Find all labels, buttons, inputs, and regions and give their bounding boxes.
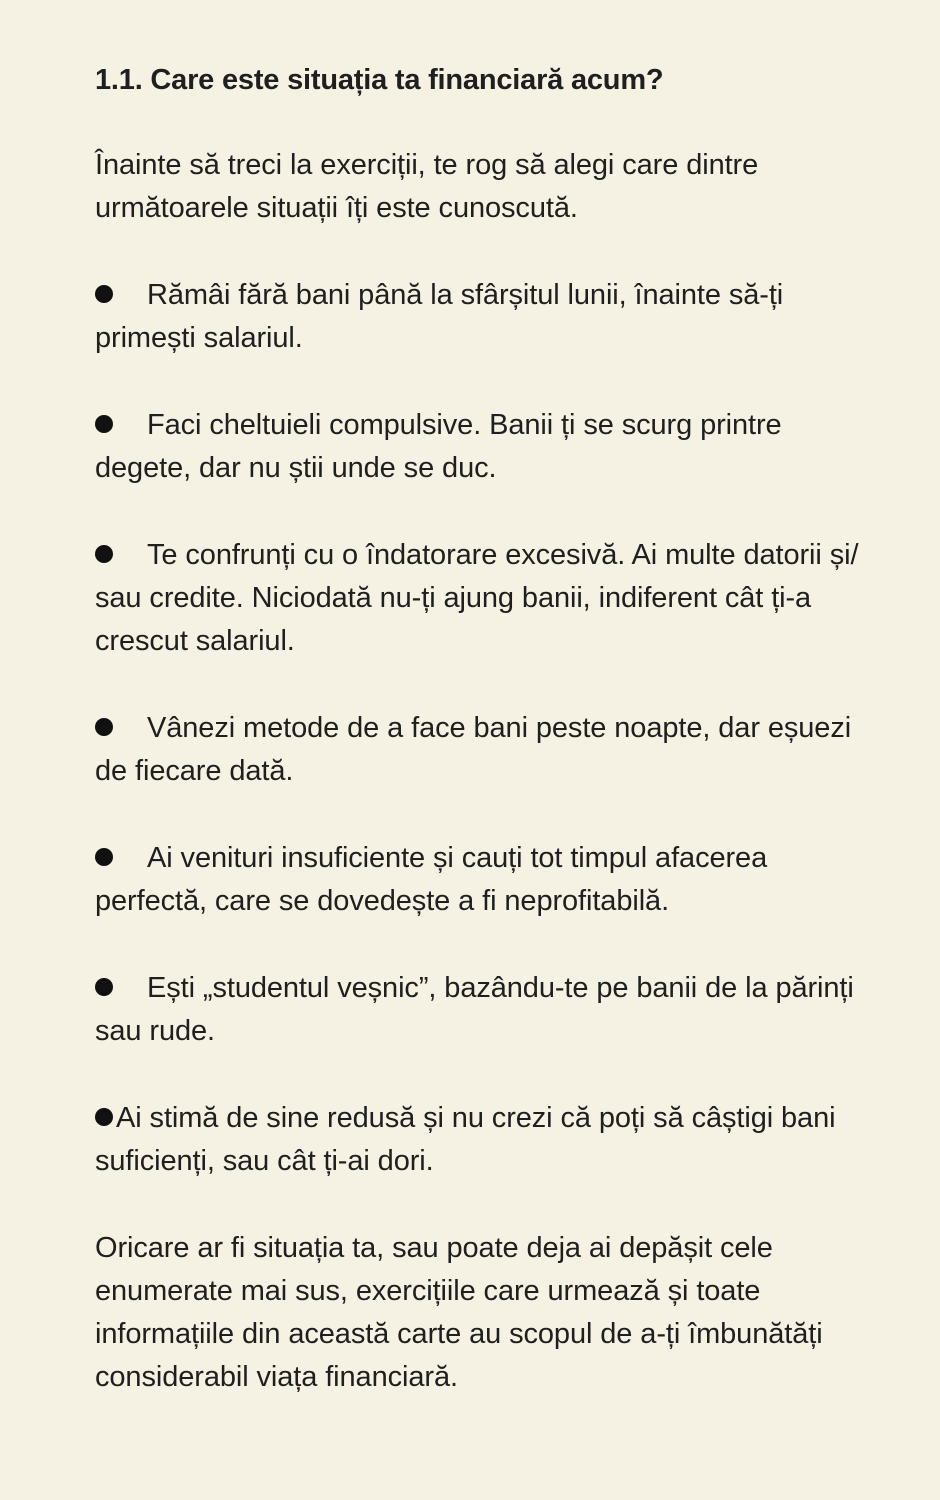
list-item-text: Ai venituri insuficiente și cauți tot timpul afacerea perfectă, care se dovedește a fi neprofitabilă. bbox=[95, 842, 768, 917]
list-item bbox=[95, 1097, 885, 1183]
conclusion-paragraph: Oricare ar fi situația ta, sau poate deja ai depășit cele enumerate mai sus, exercițiile care urmează și toate informațiile din această carte au scopul de a-ți îmbunătăți considerabil viața financiară. bbox=[95, 1232, 823, 1393]
list-item-text: Te confrunți cu o îndatorare excesivă. Ai multe datorii și/ sau credite. Niciodată nu-ți ajung banii, indiferent cât ți-a crescut salariul. bbox=[95, 539, 859, 657]
bullet-icon bbox=[95, 545, 113, 563]
section-heading: 1.1. Care este situația ta financiară acum? bbox=[95, 64, 664, 96]
list-item bbox=[95, 404, 885, 490]
bullet-icon bbox=[95, 978, 113, 996]
list-item-text: Ești „studentul veșnic”, bazându-te pe banii de la părinți sau rude. bbox=[95, 972, 854, 1047]
list-item bbox=[95, 274, 885, 360]
document-page bbox=[95, 60, 885, 1399]
bullet-icon bbox=[95, 415, 113, 433]
bullet-icon bbox=[95, 848, 113, 866]
list-item-text: Faci cheltuieli compulsive. Banii ți se scurg printre degete, dar nu știi unde se duc. bbox=[95, 409, 782, 484]
list-item bbox=[95, 837, 885, 923]
list-item bbox=[95, 534, 885, 663]
list-item bbox=[95, 707, 885, 793]
list-item-text: Rămâi fără bani până la sfârșitul lunii, înainte să-ți primești salariul. bbox=[95, 279, 784, 354]
list-item-text: Vânezi metode de a face bani peste noapte, dar eșuezi de fiecare dată. bbox=[95, 712, 852, 787]
intro-paragraph: Înainte să treci la exerciții, te rog să alegi care dintre următoarele situații îți este cunoscută. bbox=[95, 149, 759, 224]
bullet-icon bbox=[95, 285, 113, 303]
list-item-text: Ai stimă de sine redusă și nu crezi că poți să câștigi bani suficienți, sau cât ți-ai dori. bbox=[95, 1102, 836, 1177]
bullet-icon bbox=[95, 718, 113, 736]
list-item bbox=[95, 967, 885, 1053]
bullet-icon bbox=[95, 1108, 113, 1126]
